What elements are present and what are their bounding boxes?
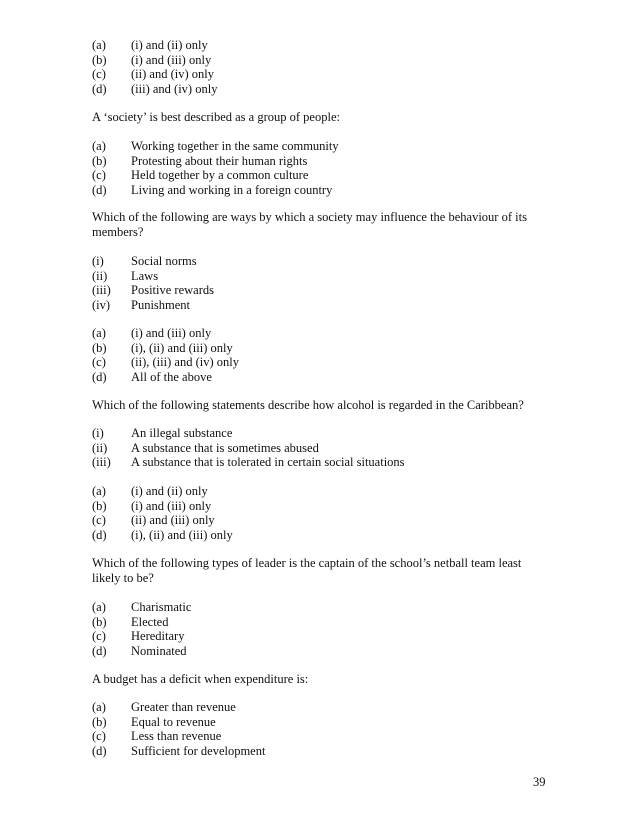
document-page: (a) (i) and (ii) only (b) (i) and (iii) only (c) (ii) and (iv) only (d) (iii) and (iv) only A ‘society’ is best described as a group of people: (a) Working together in the same community (b) Protesting about their human rights (c) Held together by a common culture (d) Living and working in a foreign country Which of the following are ways by which a society may influence the behaviour of its members? (i) Social norms (ii) Laws (iii) Positive rewards (iv) Punishment (a) (i) and (iii) only (b) (i), (ii) and (iii) only (c) (ii), (iii) and (iv) only (d) All of the above Which of the following statements describe how alcohol is regarded in the Caribbean? (i) An illegal substance (ii) A substance that is sometimes abused (iii) A substance that is tolerated in certain social situations (a) (i) and (ii) only (b) (i) and (iii) only (c) (ii) and (iii) only (d) (i), (ii) and (iii) only Which of the following types of leader is the captain of the school’s netball team least likely to be? (a) Charismatic (b) Elected (c) Hereditary (d) Nominated A budget has a deficit when expenditure is: (a) Greater than revenue (b) Equal to revenue (c) Less than revenue (d) Sufficient for development 39 (92, 38, 546, 789)
question-alcohol: Which of the following statements describe how alcohol is regarded in the Caribbean? (92, 398, 524, 412)
question-influence: Which of the following are ways by which a society may influence the behaviour of its members? (92, 210, 527, 239)
question-society: A ‘society’ is best described as a group of people: (92, 110, 340, 124)
question-leader: Which of the following types of leader is the captain of the school’s netball team least likely to be? (92, 556, 522, 585)
question-budget: A budget has a deficit when expenditure is: (92, 672, 309, 686)
page-number: 39 (533, 775, 546, 789)
